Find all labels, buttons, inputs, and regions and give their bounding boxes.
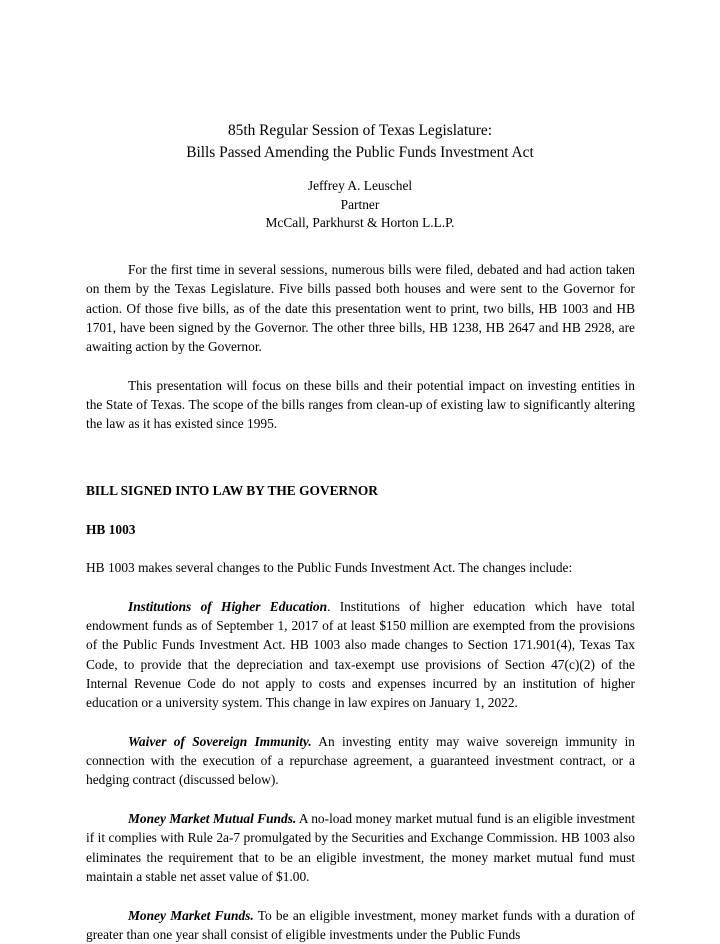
bill-summary: HB 1003 makes several changes to the Public Funds Investment Act. The changes include: [86, 558, 635, 577]
item-money-market-funds [86, 906, 635, 944]
document-body [86, 260, 635, 944]
intro-paragraph-1: For the first time in several sessions, numerous bills were filed, debated and had action taken on them by the Texas Legislature. Five bills passed both houses and were sent to the Governor for action. Of those five bills, as of the date this presentation went to print, two bills, HB 1003 and HB 1701, have been signed by the Governor. The other three bills, HB 1238, HB 2647 and HB 2928, are awaiting action by the Governor. [86, 260, 635, 356]
item-sovereign-immunity [86, 732, 635, 790]
title-line-2: Bills Passed Amending the Public Funds Investment Act [0, 142, 720, 164]
intro-paragraph-2: This presentation will focus on these bills and their potential impact on investing entities in the State of Texas. The scope of the bills ranges from clean-up of existing law to significantly altering the law as it has existed since 1995. [86, 376, 635, 434]
author-firm: McCall, Parkhurst & Horton L.L.P. [0, 214, 720, 233]
item-higher-education [86, 597, 635, 713]
item-text: An investing entity may waive sovereign immunity in connection with the execution of a repurchase agreement, a guaranteed investment contract, or a hedging contract (discussed below). [86, 734, 635, 788]
item-lead-punct: . [327, 599, 330, 614]
author-block [0, 177, 720, 233]
author-position: Partner [0, 196, 720, 215]
item-lead: Money Market Mutual Funds. [128, 811, 296, 826]
author-name: Jeffrey A. Leuschel [0, 177, 720, 196]
document-title [0, 120, 720, 164]
item-lead: Waiver of Sovereign Immunity. [128, 734, 312, 749]
item-money-market-mutual-funds [86, 809, 635, 886]
item-lead: Money Market Funds. [128, 908, 254, 923]
section-heading: BILL SIGNED INTO LAW BY THE GOVERNOR [86, 481, 635, 500]
item-text: Institutions of higher education which have total endowment funds as of September 1, 2017 of at least $150 million are exempted from the provisions of the Public Funds Investment Act. HB 1003 also made changes to Section 171.901(4), Texas Tax Code, to provide that the depreciation and tax-exempt use provisions of Section 47(c)(2) of the Internal Revenue Code do not apply to costs and expenses incurred by an institution of higher education or a university system. This change in law expires on January 1, 2022. [86, 599, 635, 710]
item-text: To be an eligible investment, money market funds with a duration of greater than one year shall consist of eligible investments under the Public Funds [86, 908, 635, 942]
item-lead: Institutions of Higher Education [128, 599, 327, 614]
bill-heading: HB 1003 [86, 520, 635, 539]
title-line-1: 85th Regular Session of Texas Legislature: [0, 120, 720, 142]
item-text: A no-load money market mutual fund is an eligible investment if it complies with Rule 2a-7 promulgated by the Securities and Exchange Commission. HB 1003 also eliminates the requirement that to be an eligible investment, the money market mutual fund must maintain a stable net asset value of $1.00. [86, 811, 635, 884]
